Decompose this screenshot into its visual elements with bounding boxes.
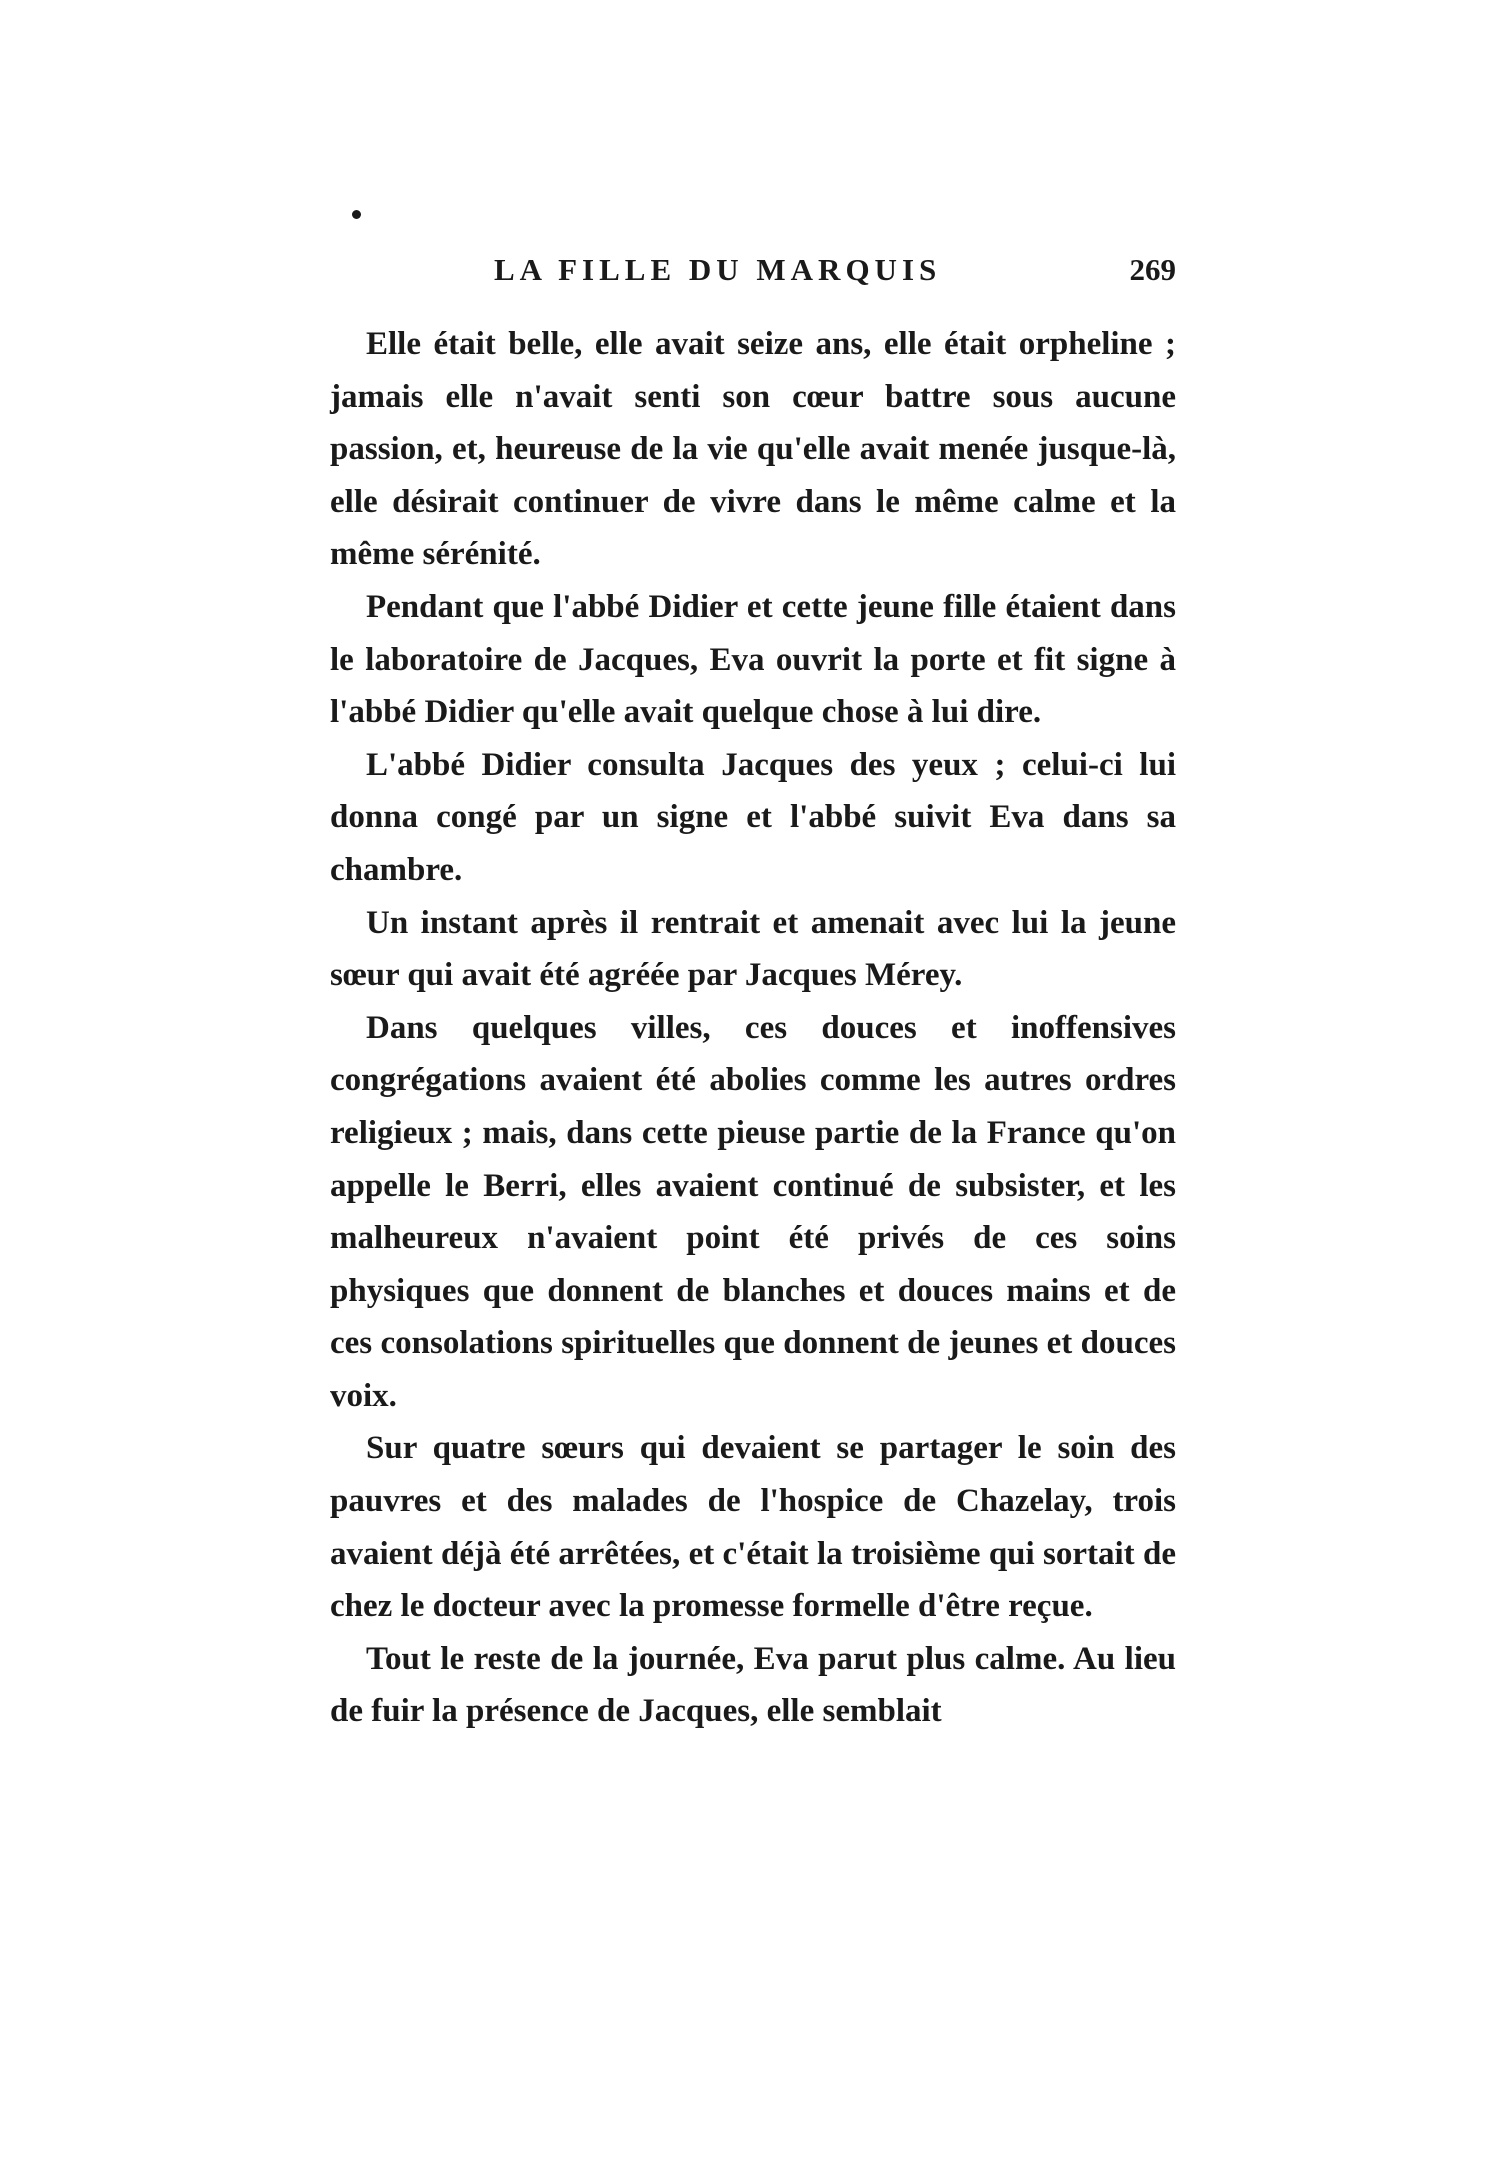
running-title: LA FILLE DU MARQUIS — [494, 252, 942, 287]
page-number: 269 — [1129, 252, 1176, 287]
paragraph: Tout le reste de la journée, Eva parut plus calme. Au lieu de fuir la présence de Jacques, elle semblait — [330, 1640, 1176, 1730]
paragraph: Elle était belle, elle avait seize ans, elle était orpheline ; jamais elle n'avait senti son cœur battre sous aucune passion, et, heureuse de la vie qu'elle avait menée jusque-là, elle désirait continuer de vivre dans le même calme et la même sérénité. — [330, 326, 1176, 573]
paragraph: Un instant après il rentrait et amenait avec lui la jeune sœur qui avait été agréée par Jacques Mérey. — [330, 904, 1176, 994]
body-text — [330, 318, 1176, 1738]
paragraph: Dans quelques villes, ces douces et inoffensives congrégations avaient été abolies comme les autres ordres religieux ; mais, dans cette pieuse partie de la France qu'on appelle le Berri, elles avaient continué de subsister, et les malheureux n'avaient point été privés de ces soins physiques que donnent de blanches et douces mains et de ces consolations spirituelles que donnent de jeunes et douces voix. — [330, 1009, 1176, 1414]
paragraph: Pendant que l'abbé Didier et cette jeune fille étaient dans le laboratoire de Jacques, Eva ouvrit la porte et fit signe à l'abbé Didier qu'elle avait quelque chose à lui dire. — [330, 588, 1176, 731]
ink-speck — [352, 210, 361, 219]
paragraph: Sur quatre sœurs qui devaient se partager le soin des pauvres et des malades de l'hospice de Chazelay, trois avaient déjà été arrêtées, et c'était la troisième qui sortait de chez le docteur avec la promesse formelle d'être reçue. — [330, 1430, 1176, 1625]
paragraph: L'abbé Didier consulta Jacques des yeux ; celui-ci lui donna congé par un signe et l'abbé suivit Eva dans sa chambre. — [330, 746, 1176, 888]
page-header — [330, 252, 1176, 292]
